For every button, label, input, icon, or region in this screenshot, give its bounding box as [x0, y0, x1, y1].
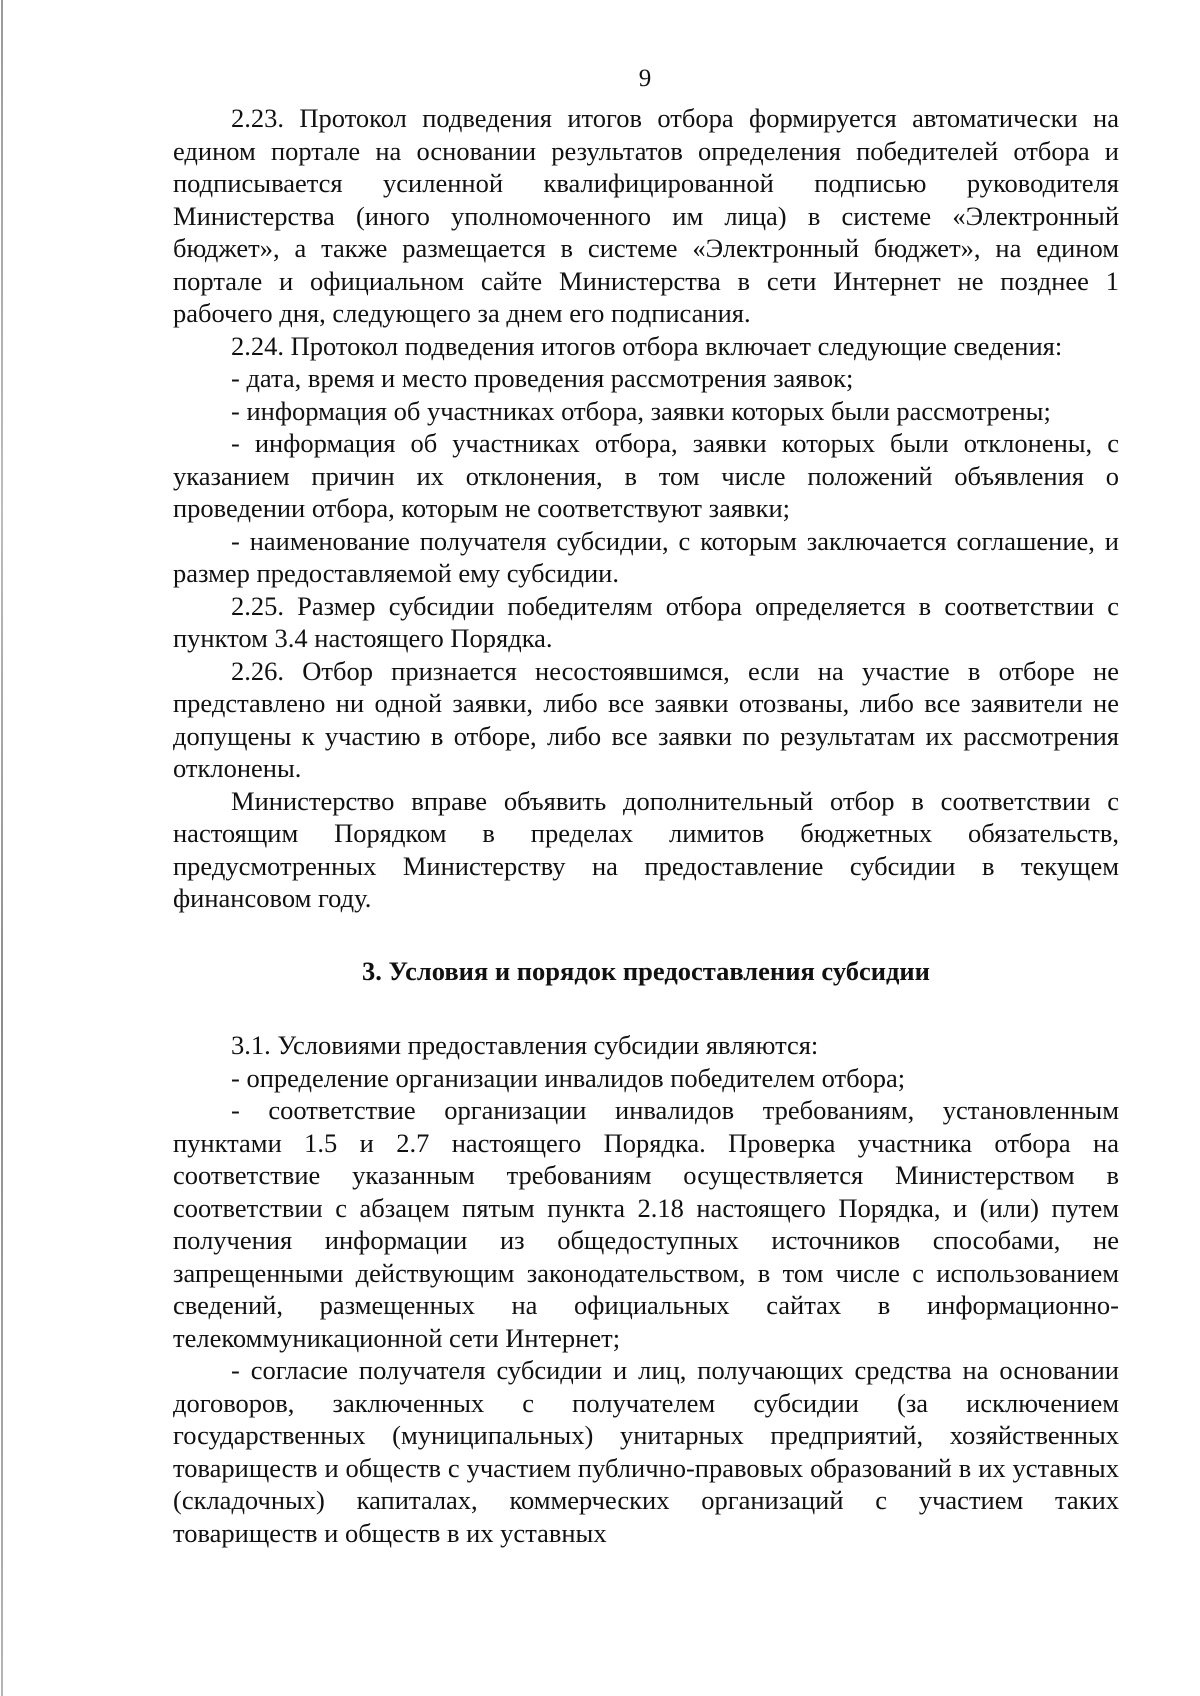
paragraph-2-24: 2.24. Протокол подведения итогов отбора включает следующие сведения:: [231, 330, 1063, 361]
paragraph-3-1: 3.1. Условиями предоставления субсидии являются:: [231, 1030, 819, 1060]
document-body: [173, 102, 1119, 1549]
list-item-recipient-consent: - согласие получателя субсидии и лиц, получающих средства на основании договоров, заключенных с получателем субсидии (за исключением государственных (муниципальных) унитарных предприятий, хозяйственных товариществ и обществ с участием публично-правовых образований в их уставных (складочных) капиталах, коммерческих организаций с участием таких товариществ и обществ в их уставных: [173, 1355, 1119, 1548]
paragraph-additional-selection: Министерство вправе объявить дополнительный отбор в соответствии с настоящим Порядком в пределах лимитов бюджетных обязательств, предусмотренных Министерству на предоставление субсидии в текущем финансовом году.: [173, 785, 1119, 913]
list-item-recipient-name: - наименование получателя субсидии, с которым заключается соглашение, и размер предоставляемой ему субсидии.: [173, 525, 1119, 588]
scan-edge-line: [1, 0, 3, 1696]
list-item-requirements-compliance: - соответствие организации инвалидов требованиям, установленным пунктами 1.5 и 2.7 настоящего Порядка. Проверка участника отбора на соответствие указанным требованиям осуществляется Министерством в соответствии с абзацем пятым пункта 2.18 настоящего Порядка, и (или) путем получения информации из общедоступных источников способами, не запрещенными действующим законодательством, в том числе с использованием сведений, размещенных на официальных сайтах в информационно-телекоммуникационной сети Интернет;: [173, 1095, 1119, 1353]
list-item-rejected-participants: - информация об участниках отбора, заявки которых были отклонены, с указанием причин их отклонения, в том числе положений объявления о проведении отбора, которым не соответствуют заявки;: [173, 428, 1119, 523]
paragraph-2-25: 2.25. Размер субсидии победителям отбора определяется в соответствии с пунктом 3.4 настоящего Порядка.: [173, 590, 1119, 653]
page-number: 9: [638, 65, 652, 92]
list-item-date-time-place: - дата, время и место проведения рассмотрения заявок;: [231, 363, 854, 393]
list-item-winner-definition: - определение организации инвалидов победителем отбора;: [231, 1062, 906, 1093]
paragraph-2-26: 2.26. Отбор признается несостоявшимся, если на участие в отборе не представлено ни одной заявки, либо все заявки отозваны, либо все заявители не допущены к участию в отборе, либо все заявки по результатам их рассмотрения отклонены.: [173, 655, 1119, 783]
list-item-reviewed-participants: - информация об участниках отбора, заявки которых были рассмотрены;: [231, 395, 1051, 426]
paragraph-2-23: 2.23. Протокол подведения итогов отбора формируется автоматически на едином портале на основании результатов определения победителей отбора и подписывается усиленной квалифицированной подписью руководителя Министерства (иного уполномоченного им лица) в системе «Электронный бюджет», а также размещается в системе «Электронный бюджет», на едином портале и официальном сайте Министерства в сети Интернет не позднее 1 рабочего дня, следующего за днем его подписания.: [173, 103, 1119, 328]
section-heading: 3. Условия и порядок предоставления субсидии: [362, 955, 930, 986]
